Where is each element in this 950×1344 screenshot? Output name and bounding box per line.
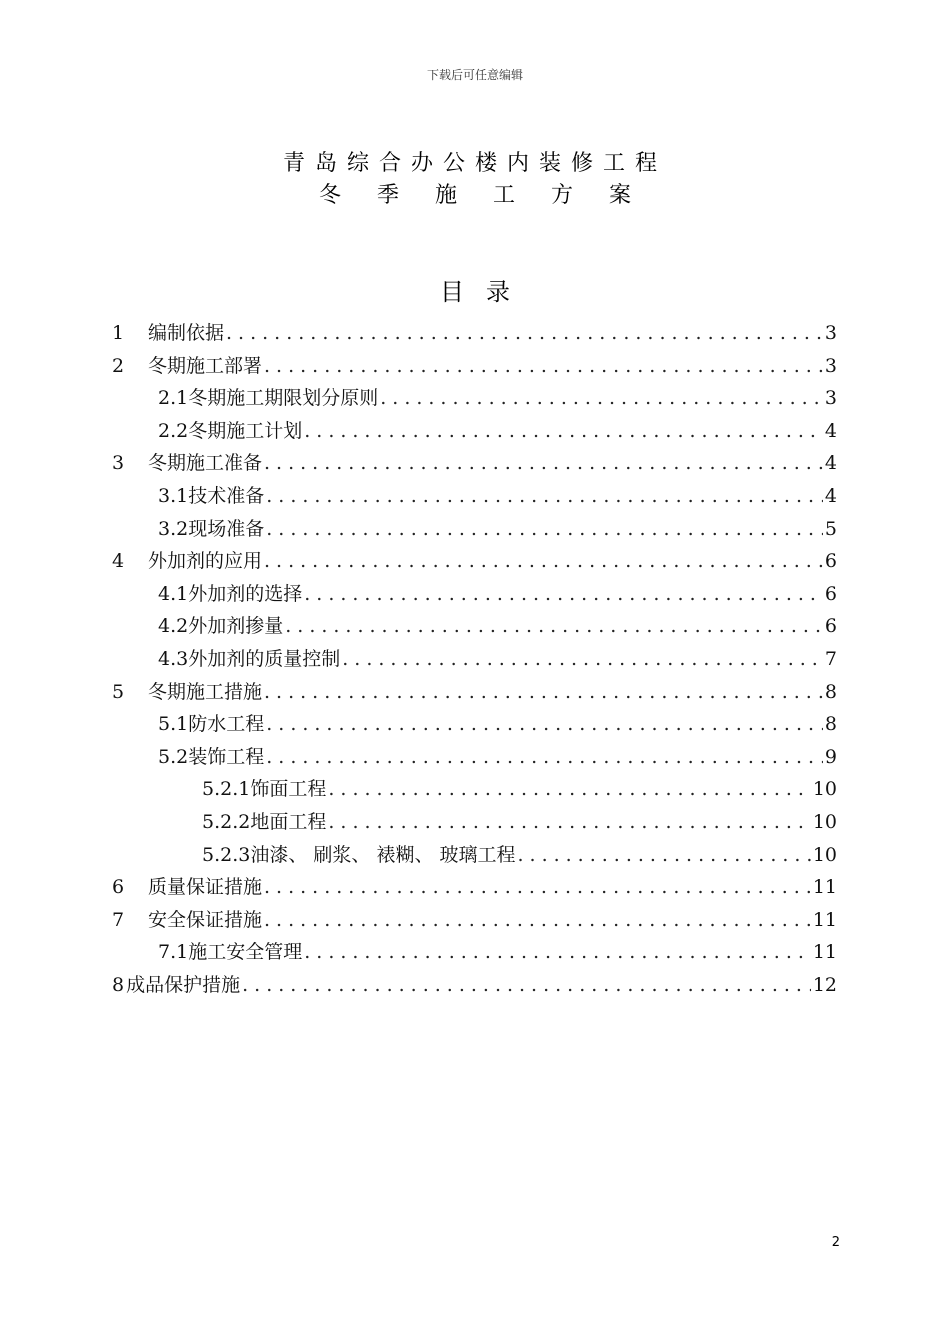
toc-entry[interactable] (112, 317, 837, 350)
toc-leader-dots (264, 741, 823, 774)
toc-entry-label: 技术准备 (188, 484, 265, 507)
toc-entry-number: 4.3 (158, 647, 189, 670)
toc-entry-page: 10 (812, 778, 837, 801)
toc-entry-page: 5 (824, 517, 837, 540)
toc-entry-label: 外加剂掺量 (188, 615, 284, 638)
toc-entry-page: 9 (824, 745, 837, 768)
toc-entry-label: 冬期施工计划 (188, 419, 303, 442)
toc-entry[interactable] (112, 415, 837, 448)
toc-entry-label: 冬期施工准备 (148, 452, 263, 475)
toc-entry[interactable] (112, 708, 837, 741)
toc-entry[interactable] (112, 773, 837, 806)
page-number: 2 (831, 1235, 840, 1250)
toc-leader-dots (262, 676, 823, 709)
toc-entry-number: 1 (112, 322, 125, 344)
toc-entry[interactable] (112, 545, 837, 578)
toc-entry-number: 5.2 (158, 745, 189, 768)
toc-entry-page: 4 (824, 452, 837, 475)
toc-leader-dots (340, 643, 823, 676)
toc-entry-page: 4 (824, 419, 837, 442)
toc-entry-number: 8 (112, 973, 125, 996)
toc-entry-page: 12 (812, 973, 837, 996)
toc-entry-label: 油漆、 刷浆、 裱糊、 玻璃工程 (250, 843, 516, 866)
toc-entry[interactable] (112, 936, 837, 969)
toc-leader-dots (262, 447, 823, 480)
toc-entry-number: 5.2.1 (202, 778, 251, 801)
toc-entry-label: 成品保护措施 (126, 973, 241, 996)
toc-leader-dots (283, 610, 823, 643)
toc-entry-page: 11 (812, 876, 837, 899)
toc-entry-label: 安全保证措施 (148, 908, 263, 931)
toc-entry-number: 5.1 (158, 713, 189, 736)
document-subtitle: 冬季施工方案 (318, 183, 667, 208)
toc-entry[interactable] (112, 741, 837, 774)
toc-entry[interactable] (112, 904, 837, 937)
toc-leader-dots (262, 871, 811, 904)
toc-entry[interactable] (112, 969, 837, 1002)
toc-entry-label: 冬期施工期限划分原则 (188, 387, 379, 410)
toc-leader-dots (264, 480, 823, 513)
toc-leader-dots (378, 382, 823, 415)
toc-entry[interactable] (112, 578, 837, 611)
toc-entry-page: 11 (812, 908, 837, 931)
toc-entry-label: 施工安全管理 (188, 941, 303, 964)
toc-entry-page: 6 (824, 615, 837, 638)
toc-entry-page: 11 (812, 941, 837, 964)
toc-entry-number: 2.2 (158, 419, 189, 442)
toc-entry[interactable] (112, 871, 837, 904)
toc-entry-page: 3 (824, 354, 837, 377)
toc-entry-page: 10 (812, 810, 837, 833)
toc-leader-dots (224, 317, 823, 350)
toc-entry-page: 3 (824, 387, 837, 410)
toc-entry-page: 3 (824, 322, 837, 344)
toc-entry-label: 冬期施工措施 (148, 680, 263, 703)
toc-entry[interactable] (112, 513, 837, 546)
toc-entry-number: 2 (112, 354, 125, 377)
toc-leader-dots (240, 969, 811, 1002)
toc-entry-page: 10 (812, 843, 837, 866)
toc-entry[interactable] (112, 643, 837, 676)
toc-entry-label: 饰面工程 (250, 778, 327, 801)
table-of-contents (112, 317, 837, 1001)
toc-entry[interactable] (112, 676, 837, 709)
toc-leader-dots (262, 545, 823, 578)
toc-entry-number: 4 (112, 550, 125, 573)
toc-leader-dots (262, 350, 823, 383)
toc-leader-dots (515, 839, 810, 872)
toc-entry-number: 7.1 (158, 941, 189, 964)
toc-entry[interactable] (112, 382, 837, 415)
toc-entry-label: 外加剂的选择 (188, 582, 303, 605)
toc-entry-number: 5.2.3 (202, 843, 251, 866)
toc-entry-number: 3.2 (158, 517, 189, 540)
toc-entry-label: 防水工程 (188, 713, 265, 736)
toc-leader-dots (326, 806, 810, 839)
toc-entry-label: 冬期施工部署 (148, 354, 263, 377)
toc-entry-number: 6 (112, 876, 125, 899)
toc-heading: 目录 (440, 278, 532, 306)
toc-entry-number: 2.1 (158, 387, 189, 410)
toc-entry-number: 4.2 (158, 615, 189, 638)
toc-entry-label: 编制依据 (148, 322, 225, 344)
toc-entry[interactable] (112, 839, 837, 872)
toc-entry-label: 地面工程 (250, 810, 327, 833)
toc-entry-number: 7 (112, 908, 125, 931)
toc-entry-label: 质量保证措施 (148, 876, 263, 899)
document-title: 青岛综合办公楼内装修工程 (282, 151, 667, 176)
toc-entry-number: 3.1 (158, 484, 189, 507)
toc-entry[interactable] (112, 610, 837, 643)
toc-leader-dots (302, 578, 823, 611)
toc-entry-page: 8 (824, 713, 837, 736)
toc-entry-number: 3 (112, 452, 125, 475)
header-note: 下载后可任意编辑 (426, 68, 523, 82)
toc-entry[interactable] (112, 447, 837, 480)
toc-entry-number: 4.1 (158, 582, 189, 605)
toc-entry-page: 8 (824, 680, 837, 703)
toc-leader-dots (262, 904, 811, 937)
toc-leader-dots (302, 415, 823, 448)
toc-leader-dots (326, 773, 810, 806)
toc-leader-dots (302, 936, 811, 969)
toc-entry-label: 装饰工程 (188, 745, 265, 768)
toc-entry-page: 7 (824, 647, 837, 670)
toc-entry-label: 现场准备 (188, 517, 265, 540)
toc-entry[interactable] (112, 480, 837, 513)
toc-entry-number: 5 (112, 680, 125, 703)
toc-entry-label: 外加剂的质量控制 (188, 647, 341, 670)
toc-entry[interactable] (112, 350, 837, 383)
toc-entry-label: 外加剂的应用 (148, 550, 263, 573)
toc-leader-dots (264, 513, 823, 546)
toc-entry-page: 6 (824, 582, 837, 605)
toc-entry[interactable] (112, 806, 837, 839)
toc-entry-page: 4 (824, 484, 837, 507)
toc-leader-dots (264, 708, 823, 741)
toc-entry-number: 5.2.2 (202, 810, 251, 833)
toc-entry-page: 6 (824, 550, 837, 573)
